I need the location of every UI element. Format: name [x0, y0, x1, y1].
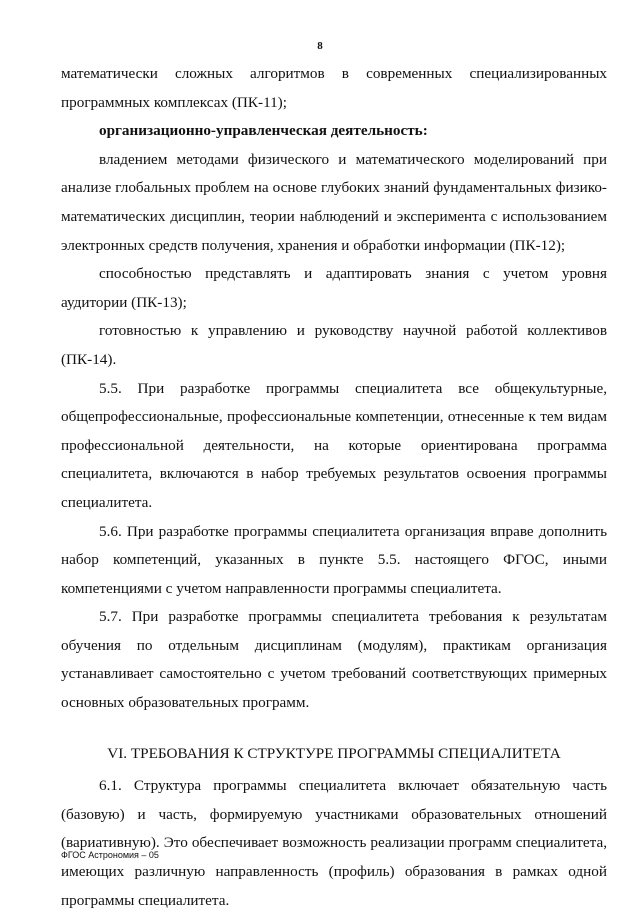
- paragraph-5-5: 5.5. При разработке программы специалитета все общекультурные, общепрофессиональные, профессиональные компетенции, отнесенные к тем видам профессиональной деятельности, на которые ориентирована программа специалитета, включаются в набор требуемых результатов освоения программы специалитета.: [61, 379, 607, 511]
- activity-type-heading: организационно-управленческая деятельность:: [99, 122, 428, 140]
- document-body: [61, 60, 607, 915]
- paragraph-pk14: готовностью к управлению и руководству научной работой коллективов (ПК-14).: [61, 322, 607, 368]
- page-number: 8: [317, 40, 323, 52]
- page-footer: ФГОС Астрономия – 05: [61, 850, 159, 860]
- paragraph-5-7: 5.7. При разработке программы специалитета требования к результатам обучения по отдельным дисциплинам (модулям), практикам организация устанавливает самостоятельно с учетом требований соответствующих примерных основных образовательных программ.: [61, 608, 607, 712]
- paragraph-pk11-continuation: математически сложных алгоритмов в современных специализированных программных комплексах (ПК-11);: [61, 65, 607, 111]
- paragraph-6-1: 6.1. Структура программы специалитета включает обязательную часть (базовую) и часть, формируемую участниками образовательных отношений (вариативную). Это обеспечивает возможность реализации программ специалитета, имеющих различную направленность (профиль) образования в рамках одной программы специалитета.: [61, 777, 607, 909]
- paragraph-pk13: способностью представлять и адаптировать знания с учетом уровня аудитории (ПК-13);: [61, 265, 607, 311]
- paragraph-pk12: владением методами физического и математического моделирований при анализе глобальных проблем на основе глубоких знаний фундаментальных физико-математических дисциплин, теории наблюдений и эксперимента с использованием электронных средств получения, хранения и обработки информации (ПК-12);: [61, 150, 607, 254]
- section-heading: VI. ТРЕБОВАНИЯ К СТРУКТУРЕ ПРОГРАММЫ СПЕЦИАЛИТЕТА: [107, 744, 561, 762]
- paragraph-5-6: 5.6. При разработке программы специалитета организация вправе дополнить набор компетенций, указанных в пункте 5.5. настоящего ФГОС, иными компетенциями с учетом направленности программы специалитета.: [61, 522, 607, 597]
